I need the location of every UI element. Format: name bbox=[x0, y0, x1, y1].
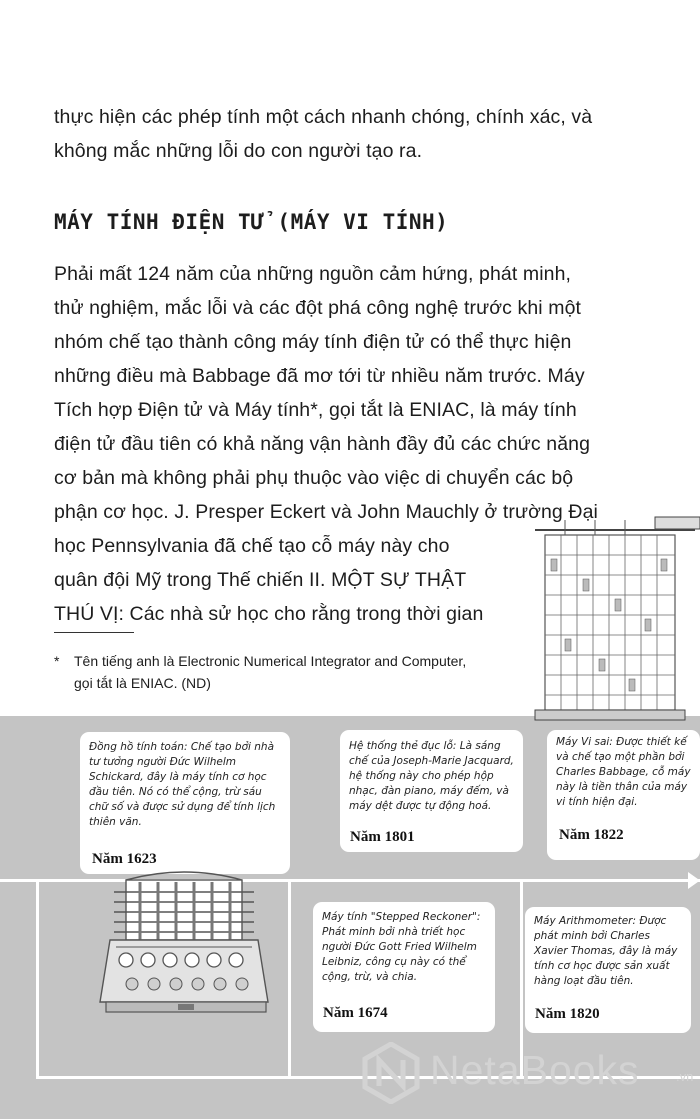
card-description: Máy Vi sai: Được thiết kế và chế tạo một phần bởi Charles Babbage, cỗ máy này là tiền thân của máy vi tính hiện đại. bbox=[556, 736, 691, 808]
card-description: Hệ thống thẻ đục lỗ: Là sáng chế của Joseph-Marie Jacquard, hệ thống này cho phép hộp nhạc, đàn piano, máy đếm, và máy dệt được tự động hoá. bbox=[349, 740, 514, 812]
section-heading: MÁY TÍNH ĐIỆN TỬ (MÁY VI TÍNH) bbox=[54, 210, 449, 234]
body-line: quân đội Mỹ trong Thế chiến II. MỘT SỰ THẬT bbox=[54, 569, 467, 591]
timeline-card-1801 bbox=[340, 730, 523, 852]
intro-line-1: thực hiện các phép tính một cách nhanh chóng, chính xác, và bbox=[54, 106, 593, 128]
card-year: Năm 1674 bbox=[323, 1005, 388, 1021]
timeline-branch bbox=[36, 879, 39, 1079]
card-description: Đồng hồ tính toán: Chế tạo bởi nhà tư tưởng người Đức Wilhelm Schickard, đây là máy tính cơ học đầu tiên. Nó có thể cộng, trừ sáu chữ số và được sử dụng để tính lịch thiên văn. bbox=[89, 741, 276, 828]
timeline-card-1674 bbox=[313, 902, 495, 1032]
netabooks-logo-icon bbox=[362, 1042, 420, 1104]
timeline-card-1820 bbox=[525, 907, 691, 1033]
timeline-card-1822 bbox=[547, 730, 700, 860]
card-year: Năm 1623 bbox=[92, 851, 157, 867]
body-line: THÚ VỊ: Các nhà sử học cho rằng trong thời gian bbox=[54, 603, 484, 625]
body-line: học Pennsylvania đã chế tạo cỗ máy này cho bbox=[54, 535, 450, 557]
timeline-branch bbox=[288, 879, 291, 1079]
card-year: Năm 1822 bbox=[559, 827, 624, 843]
timeline-card-1623 bbox=[80, 732, 290, 874]
body-line: điện tử đầu tiên có khả năng vận hành đầy đủ các chức năng bbox=[54, 433, 591, 455]
card-year: Năm 1820 bbox=[535, 1006, 600, 1022]
card-description: Máy Arithmometer: Được phát minh bởi Charles Xavier Thomas, đây là máy tính cơ học được sản xuất hàng loạt đầu tiên. bbox=[534, 915, 678, 987]
card-year: Năm 1801 bbox=[350, 829, 415, 845]
footnote-divider bbox=[54, 632, 134, 633]
watermark-brand: NetaBooks bbox=[430, 1047, 640, 1093]
body-line: thử nghiệm, mắc lỗi và các đột phá công nghệ trước khi một bbox=[54, 297, 582, 319]
body-line: phận cơ học. J. Presper Eckert và John Mauchly ở trường Đại bbox=[54, 501, 598, 523]
difference-engine-illustration bbox=[525, 515, 700, 725]
intro-line-2: không mắc những lỗi do con người tạo ra. bbox=[54, 140, 423, 162]
watermark-suffix: .vn bbox=[676, 1069, 694, 1084]
footnote-marker: * bbox=[54, 653, 60, 669]
calculating-clock-illustration bbox=[96, 862, 276, 1022]
body-line: Phải mất 124 năm của những nguồn cảm hứng, phát minh, bbox=[54, 263, 572, 285]
body-line: Tích hợp Điện tử và Máy tính*, gọi tắt là ENIAC, là máy tính bbox=[54, 399, 577, 421]
body-line: nhóm chế tạo thành công máy tính điện tử có thể thực hiện bbox=[54, 331, 572, 353]
footnote-text: Tên tiếng anh là Electronic Numerical Integrator and Computer, gọi tắt là ENIAC. (ND) bbox=[74, 653, 467, 691]
body-line: cơ bản mà không phải phụ thuộc vào việc di chuyển các bộ bbox=[54, 467, 574, 489]
card-description: Máy tính "Stepped Reckoner": Phát minh bởi nhà triết học người Đức Gott Fried Wilhelm Leibniz, công cụ này có thể cộng, trừ, và chia. bbox=[322, 911, 481, 983]
body-line: những điều mà Babbage đã mơ tới từ nhiều năm trước. Máy bbox=[54, 365, 585, 387]
timeline-arrow-icon bbox=[688, 872, 700, 889]
